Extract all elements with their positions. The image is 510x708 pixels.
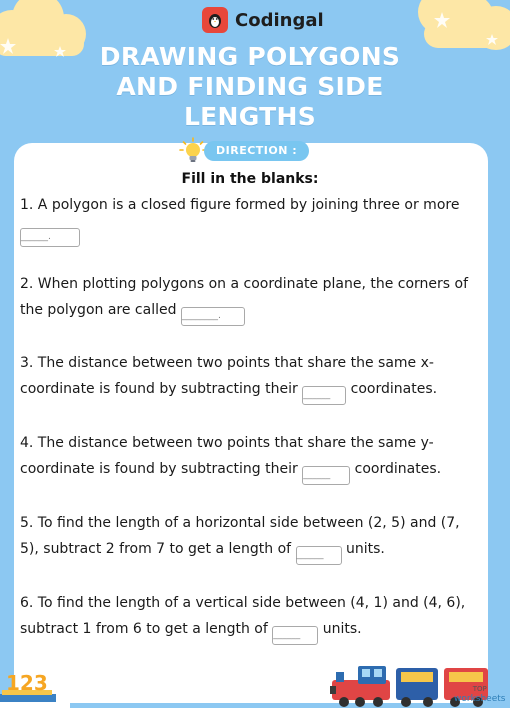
question-text-end: coordinates.: [354, 461, 442, 477]
title-line-3: LENGTHS: [183, 102, 317, 131]
penguin-icon: [202, 7, 228, 33]
direction-label: DIRECTION :: [204, 141, 309, 161]
brand-logo: [202, 6, 324, 34]
question-text-end: units.: [345, 541, 385, 557]
watermark-text: worksheets: [454, 694, 506, 704]
question-5: [20, 510, 482, 565]
answer-blank-5[interactable]: ______: [296, 546, 342, 565]
answer-blank-6[interactable]: ______: [272, 626, 318, 645]
question-text: 3. The distance between two points that share the same x-coordinate is found by subtracting their: [20, 355, 434, 397]
numbers-book-decoration: [0, 668, 70, 708]
question-text: 1. A polygon is a closed figure formed by joining three or more: [20, 197, 460, 213]
answer-blank-3[interactable]: ______: [302, 386, 346, 405]
question-4: [20, 430, 482, 485]
question-3: [20, 350, 482, 405]
question-2: [20, 271, 482, 326]
answer-blank-4[interactable]: ______: [302, 466, 350, 485]
question-text: 5. To find the length of a horizontal side between (2, 5) and (7, 5), subtract 2 from 7 to get a length of: [20, 515, 460, 557]
numbers-text: 123: [6, 671, 48, 695]
brand-name: Codingal: [235, 9, 324, 31]
page-title: [0, 42, 500, 132]
title-line-1: DRAWING POLYGONS: [99, 42, 401, 71]
question-6: [20, 590, 482, 645]
question-text-end: units.: [322, 621, 362, 637]
answer-blank-2[interactable]: ________.: [181, 307, 245, 326]
watermark-top: TOP: [472, 685, 487, 693]
direction-badge: [178, 136, 309, 166]
title-line-2: AND FINDING SIDE: [116, 72, 384, 101]
question-1: [20, 192, 482, 247]
watermark: [454, 684, 505, 704]
question-text-end: coordinates.: [350, 381, 438, 397]
instructions-heading: Fill in the blanks:: [181, 171, 319, 187]
question-text: 4. The distance between two points that share the same y-coordinate is found by subtracting their: [20, 435, 434, 477]
answer-blank-1[interactable]: ______.: [20, 228, 80, 247]
question-text: 2. When plotting polygons on a coordinate plane, the corners of the polygon are called: [20, 276, 469, 318]
question-text: 6. To find the length of a vertical side between (4, 1) and (4, 6), subtract 1 from 6 to get a length of: [20, 595, 466, 637]
